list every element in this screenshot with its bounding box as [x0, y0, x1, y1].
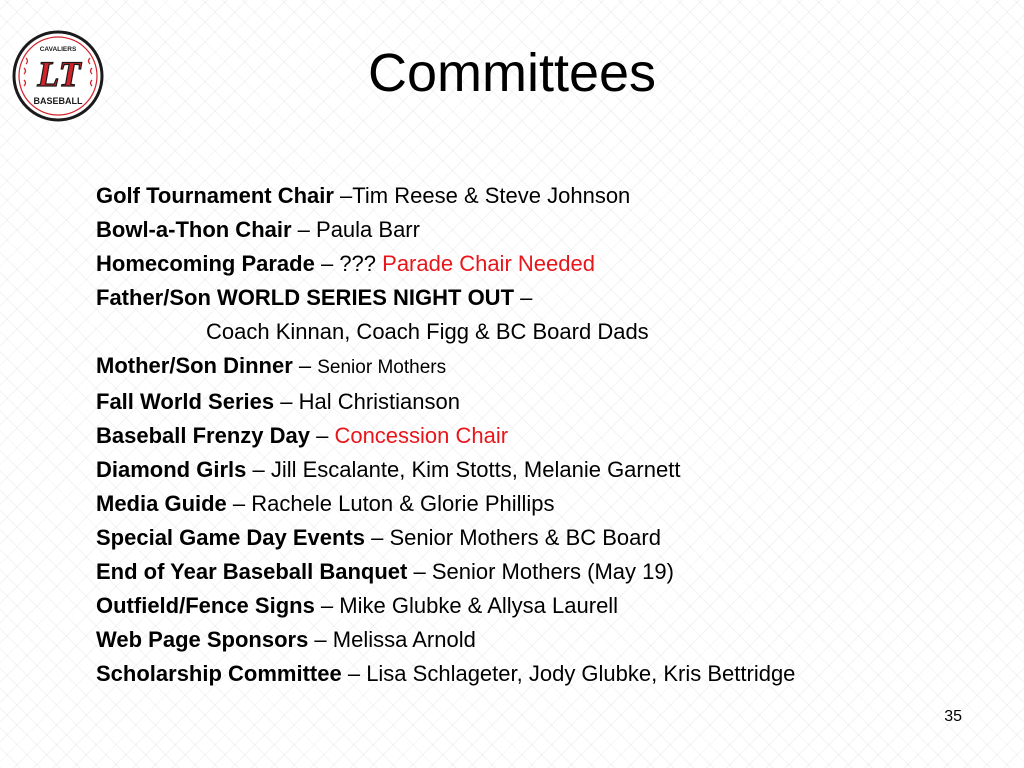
separator: –	[314, 593, 340, 618]
committee-name: Scholarship Committee	[96, 661, 342, 686]
committee-item	[96, 657, 1016, 691]
slide-title: Committees	[367, 43, 657, 103]
separator: –	[333, 183, 353, 208]
committee-name: Golf Tournament Chair	[96, 183, 334, 208]
separator: –	[514, 285, 533, 310]
committee-item	[96, 623, 1016, 657]
committee-list	[96, 179, 1016, 691]
committee-item	[96, 555, 1016, 589]
logo-monogram: LT	[37, 54, 81, 94]
committee-name: Diamond Girls	[96, 457, 247, 482]
separator: –	[407, 559, 432, 584]
committee-name: Special Game Day Events	[96, 525, 366, 550]
committee-members: Senior Mothers & BC Board	[389, 525, 661, 550]
committee-item	[96, 349, 1016, 385]
committee-members: Paula Barr	[316, 217, 420, 242]
needed-highlight: Parade Chair Needed	[382, 251, 595, 276]
committee-name: Father/Son WORLD SERIES NIGHT OUT	[96, 285, 515, 310]
separator: –	[274, 389, 299, 414]
slide-number: 35	[944, 708, 962, 725]
committee-members: Jill Escalante, Kim Stotts, Melanie Garnett	[270, 457, 681, 482]
committee-members: Rachele Luton & Glorie Phillips	[251, 491, 555, 516]
separator: –	[341, 661, 367, 686]
committee-item	[96, 281, 1016, 315]
committee-name: Media Guide	[96, 491, 227, 516]
separator: –	[226, 491, 252, 516]
committee-name: End of Year Baseball Banquet	[96, 559, 408, 584]
committee-name: Baseball Frenzy Day	[96, 423, 310, 448]
committee-item	[96, 385, 1016, 419]
separator: –	[309, 423, 335, 448]
separator: –	[246, 457, 271, 482]
separator: –	[365, 525, 390, 550]
committee-name: Mother/Son Dinner	[96, 353, 293, 378]
separator: –	[314, 251, 340, 276]
logo-banner-text: BASEBALL	[33, 96, 83, 106]
committee-members: Tim Reese & Steve Johnson	[352, 183, 631, 208]
logo-arc-text: CAVALIERS	[39, 46, 77, 53]
committee-members: ???	[339, 251, 383, 276]
committee-name: Web Page Sponsors	[96, 627, 309, 652]
committee-name: Bowl-a-Thon Chair	[96, 217, 292, 242]
committee-members: Hal Christianson	[298, 389, 460, 414]
separator: –	[291, 217, 317, 242]
committee-name: Outfield/Fence Signs	[96, 593, 315, 618]
committee-item	[96, 487, 1016, 521]
committee-item	[96, 419, 1016, 453]
committee-continuation: Coach Kinnan, Coach Figg & BC Board Dads	[206, 319, 649, 344]
separator: –	[292, 353, 318, 378]
committee-item	[96, 213, 1016, 247]
separator: –	[308, 627, 333, 652]
committee-item	[96, 247, 1016, 281]
committee-members: Lisa Schlageter, Jody Glubke, Kris Bettridge	[366, 661, 796, 686]
committee-members: Mike Glubke & Allysa Laurell	[339, 593, 619, 618]
committee-name: Homecoming Parade	[96, 251, 315, 276]
needed-highlight: Concession Chair	[334, 423, 509, 448]
committee-members: Melissa Arnold	[332, 627, 476, 652]
committee-item	[96, 179, 1016, 213]
committee-item	[96, 589, 1016, 623]
committee-name: Fall World Series	[96, 389, 275, 414]
committee-item	[96, 453, 1016, 487]
committee-members: Senior Mothers	[317, 357, 447, 378]
committee-item	[96, 521, 1016, 555]
committee-members: Senior Mothers (May 19)	[431, 559, 674, 584]
